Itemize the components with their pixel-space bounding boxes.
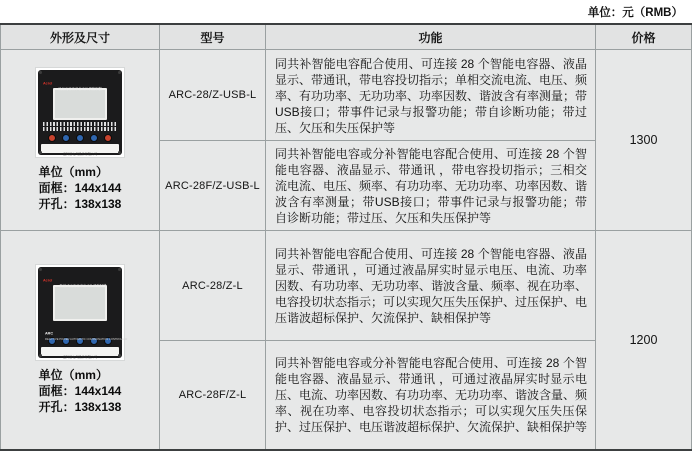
price-cell-group1: 1300 [596, 50, 692, 231]
dimensions-block [39, 164, 122, 212]
device-photo [36, 68, 124, 157]
brand-logo: Acrel [43, 82, 53, 86]
terminal-row [43, 122, 117, 126]
header-price: 价格 [596, 24, 692, 50]
screw-icon [118, 71, 121, 74]
function-cell: 同共补智能电容配合使用、可连接 28 个智能电容器、液晶显示、带通讯 ，可通过液晶屏实时显示电压、电流、功率因数、有功功率、无功功率、谐波含量、频率、视在功率、电容投切状态指示；可以实现欠压失压保护、过压保护、电压谐波超标保护、欠流保护、缺相保护等 [266, 231, 596, 341]
device-photo [36, 265, 128, 360]
shape-cell-group1 [1, 50, 160, 231]
device-button [48, 134, 56, 142]
dimension-frame: 面框：144x144 [38, 383, 122, 398]
device-button [90, 134, 98, 142]
device-button-row [42, 134, 118, 142]
screw-icon [118, 151, 121, 154]
device-button [62, 134, 70, 142]
dimension-unit: 单位（mm） [38, 367, 108, 382]
controller-device-standard [38, 267, 128, 359]
terminal-row [43, 127, 117, 131]
function-cell: 同共补智能电容配合使用、可连接 28 个智能电容器、液晶显示、带通讯，带电容投切指示；单相交流电流、电压、频率、有功功率、无功功率、功率因数、谐波含有率测量；带USB接口；带事件记录与报警功能；带自诊断功能；带过压、欠压和失压保护等 [266, 50, 596, 141]
table-header-row [1, 24, 692, 50]
function-cell: 同共补智能电容或分补智能电容配合使用、可连接 28 个智能电容器、液晶显示、带通讯 ，可通过液晶屏实时显示电压、电流、功率因数、有功功率、无功功率、谐波含量、频率、视在功率、电容投切状态指示；可以实现欠压失压保护、过压保护、电压谐波超标保护、欠流保护、缺相保护等 [266, 341, 596, 450]
dimension-unit: 单位（mm） [38, 165, 108, 179]
screw-icon [118, 268, 121, 271]
brand-logo: Acrel [43, 278, 53, 283]
currency-unit-note: 单位：元（RMB） [587, 7, 683, 19]
lcd-screen [53, 285, 107, 321]
table-row [1, 231, 692, 341]
company-name-strip: 安科瑞电气股份有限公司 [62, 355, 98, 359]
header-shape-and-size: 外形及尺寸 [1, 24, 160, 50]
screw-icon [118, 354, 121, 357]
device-model-text: ARC [45, 331, 54, 336]
device-button [76, 134, 84, 142]
dimension-cutout: 开孔：138x138 [38, 399, 122, 414]
device-title-text: 数显式无功功率自动补偿控制器 [59, 284, 107, 289]
function-cell: 同共补智能电容或分补智能电容配合使用、可连接 28 个智能电容器、液晶显示、带通讯 ，带电容投切指示；三相交流电流、电压、频率、有功功率、无功功率、功率因数、谐波含有率测量；带USB接口；带事件记录与报警功能；带自诊断功能；带过压、欠压和失压保护等 [266, 141, 596, 231]
model-cell: ARC-28F/Z-L [160, 341, 266, 450]
header-model: 型号 [160, 24, 266, 50]
device-title-text: 低压无功功率自动补偿控制器 [58, 88, 102, 92]
screw-icon [39, 151, 42, 154]
lcd-screen [53, 88, 107, 120]
company-name-strip: 安科瑞电气股份有限公司 [62, 153, 98, 157]
model-cell: ARC-28/Z-L [160, 231, 266, 341]
controller-device-usb [38, 70, 122, 155]
device-subtitle-text: REACTIVE POWER AUTOMATIC COMPENSATION CONTROLLER [45, 337, 128, 341]
screw-icon [39, 71, 42, 74]
header-function: 功能 [266, 24, 596, 50]
shape-cell-group2 [1, 231, 160, 450]
screw-icon [39, 268, 42, 271]
table-row [1, 50, 692, 141]
device-button [104, 134, 112, 142]
screw-icon [39, 354, 42, 357]
dimension-frame: 面框：144x144 [38, 181, 122, 195]
product-price-table [0, 23, 692, 451]
model-cell: ARC-28F/Z-USB-L [160, 141, 266, 231]
model-cell: ARC-28/Z-USB-L [160, 50, 266, 141]
price-cell-group2: 1200 [596, 231, 692, 450]
dimensions-block [39, 367, 122, 415]
dimension-cutout: 开孔：138x138 [38, 197, 122, 211]
